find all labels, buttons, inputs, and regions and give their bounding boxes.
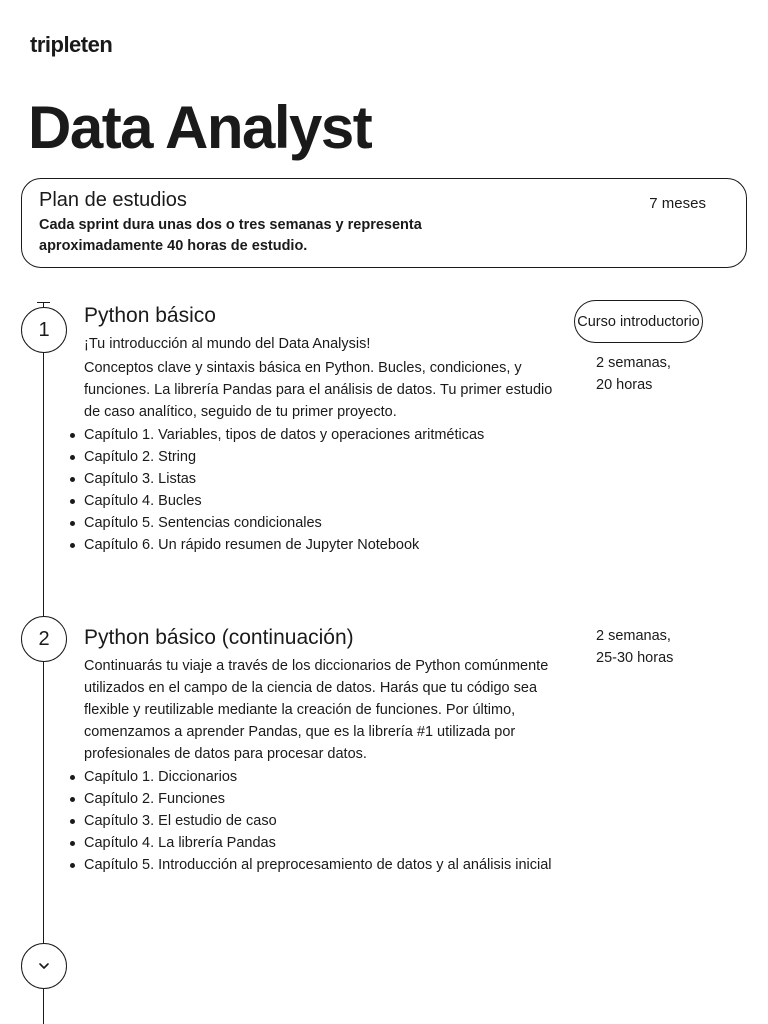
chapter-list — [84, 766, 554, 876]
sprint-description: Continuarás tu viaje a través de los diccionarios de Python comúnmente utilizados en el campo de la ciencia de datos. Harás que tu código sea flexible y reutilizable mediante la creación de funciones. Por último, comenzamos a aprender Pandas, que es la librería #1 utilizada por profesionales de datos para procesar datos. — [84, 658, 549, 762]
duration-weeks: 2 semanas, — [596, 628, 671, 644]
plan-title: Plan de estudios — [39, 189, 187, 211]
intro-course-badge: Curso introductorio — [574, 300, 703, 343]
chevron-down-icon — [38, 962, 50, 970]
sprint-section-2 — [84, 625, 554, 876]
plan-description: Cada sprint dura unas dos o tres semanas y representa aproximadamente 40 horas de estudio. — [39, 217, 422, 254]
chapter-item: Capítulo 4. Bucles — [84, 490, 554, 512]
chapter-item: Capítulo 3. Listas — [84, 468, 554, 490]
sprint-1-duration — [596, 352, 671, 396]
chapter-item: Capítulo 2. String — [84, 446, 554, 468]
duration-hours: 25-30 horas — [596, 650, 674, 666]
brand-logo: tripleten — [30, 32, 113, 57]
plan-summary-card — [21, 178, 747, 268]
plan-duration: 7 meses — [649, 195, 706, 212]
step-number-1: 1 — [21, 307, 67, 353]
timeline-cap — [37, 302, 50, 303]
step-number-2: 2 — [21, 616, 67, 662]
chapter-item: Capítulo 1. Diccionarios — [84, 766, 554, 788]
duration-weeks: 2 semanas, — [596, 355, 671, 371]
expand-more-button[interactable] — [21, 943, 67, 989]
chapter-item: Capítulo 2. Funciones — [84, 788, 554, 810]
timeline-line — [43, 302, 44, 1024]
chapter-item: Capítulo 4. La librería Pandas — [84, 832, 554, 854]
sprint-subtitle: ¡Tu introducción al mundo del Data Analysis! — [84, 336, 371, 352]
chapter-item: Capítulo 5. Introducción al preprocesamiento de datos y al análisis inicial — [84, 854, 554, 876]
sprint-title: Python básico (continuación) — [84, 626, 354, 649]
chapter-list — [84, 424, 554, 556]
sprint-section-1 — [84, 303, 554, 556]
duration-hours: 20 horas — [596, 377, 653, 393]
sprint-2-duration — [596, 625, 673, 669]
sprint-title: Python básico — [84, 304, 216, 327]
chapter-item: Capítulo 3. El estudio de caso — [84, 810, 554, 832]
chapter-item: Capítulo 5. Sentencias condicionales — [84, 512, 554, 534]
chapter-item: Capítulo 6. Un rápido resumen de Jupyter Notebook — [84, 534, 554, 556]
chapter-item: Capítulo 1. Variables, tipos de datos y operaciones aritméticas — [84, 424, 554, 446]
sprint-description: Conceptos clave y sintaxis básica en Python. Bucles, condiciones, y funciones. La librería Pandas para el análisis de datos. Tu primer estudio de caso analítico, seguido de tu primer proyecto. — [84, 360, 553, 420]
page-title: Data Analyst — [28, 94, 372, 161]
